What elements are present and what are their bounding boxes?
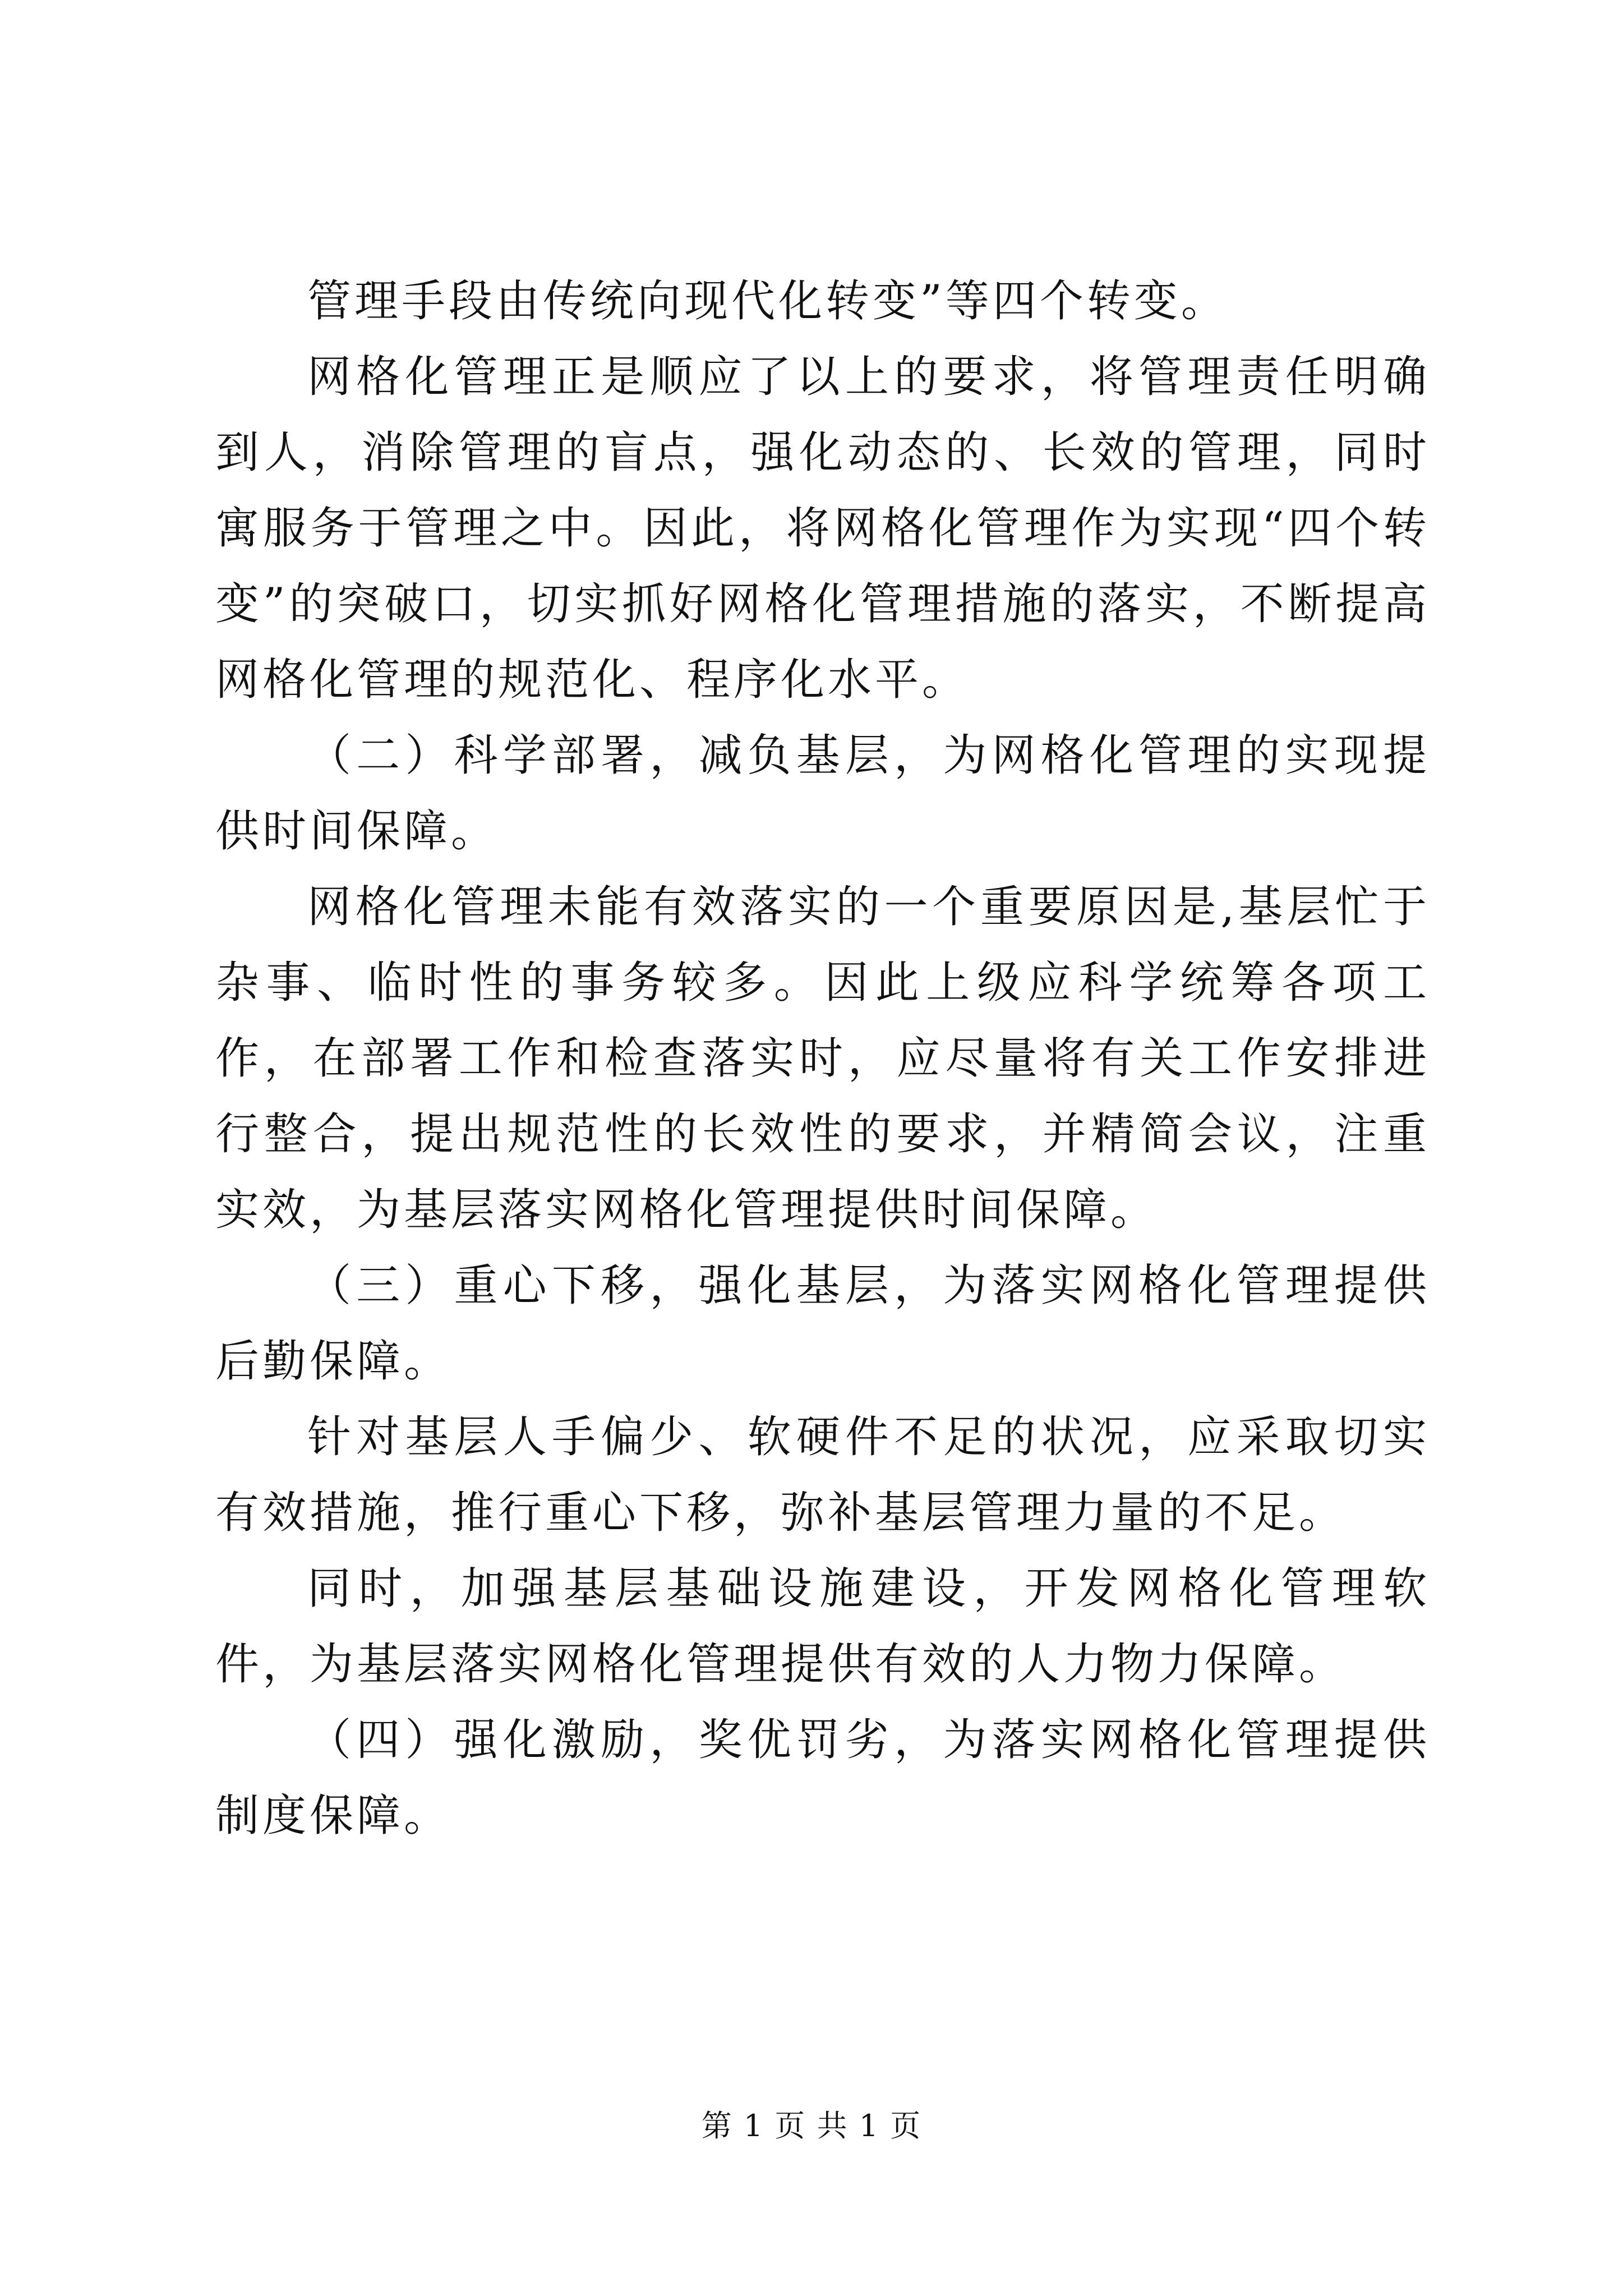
- paragraph-1: 管理手段由传统向现代化转变”等四个转变。: [307, 276, 1228, 326]
- page-footer: 第 1 页 共 1 页: [701, 2108, 922, 2143]
- paragraph-3: （二）科学部署，减负基层，为网格化管理的实现提供时间保障。: [215, 730, 1430, 857]
- paragraph-2: 网格化管理正是顺应了以上的要求，将管理责任明确到人，消除管理的盲点，强化动态的、长效的管理，同时寓服务于管理之中。因此，将网格化管理作为实现“四个转变”的突破口，切实抓好网格化管理措施的落实，不断提高网格化管理的规范化、程序化水平。: [215, 352, 1430, 705]
- document-body: [215, 264, 1430, 1854]
- paragraph-7: 同时，加强基层基础设施建设，开发网格化管理软件，为基层落实网格化管理提供有效的人力物力保障。: [215, 1563, 1430, 1690]
- paragraph-4: 网格化管理未能有效落实的一个重要原因是,基层忙于杂事、临时性的事务较多。因此上级应科学统筹各项工作，在部署工作和检查落实时，应尽量将有关工作安排进行整合，提出规范性的长效性的要求，并精简会议，注重实效，为基层落实网格化管理提供时间保障。: [215, 882, 1430, 1235]
- paragraph-6: 针对基层人手偏少、软硬件不足的状况，应采取切实有效措施，推行重心下移，弥补基层管理力量的不足。: [215, 1412, 1430, 1538]
- paragraph-8: （四）强化激励，奖优罚劣，为落实网格化管理提供制度保障。: [215, 1715, 1430, 1841]
- paragraph-5: （三）重心下移，强化基层，为落实网格化管理提供后勤保障。: [215, 1260, 1430, 1387]
